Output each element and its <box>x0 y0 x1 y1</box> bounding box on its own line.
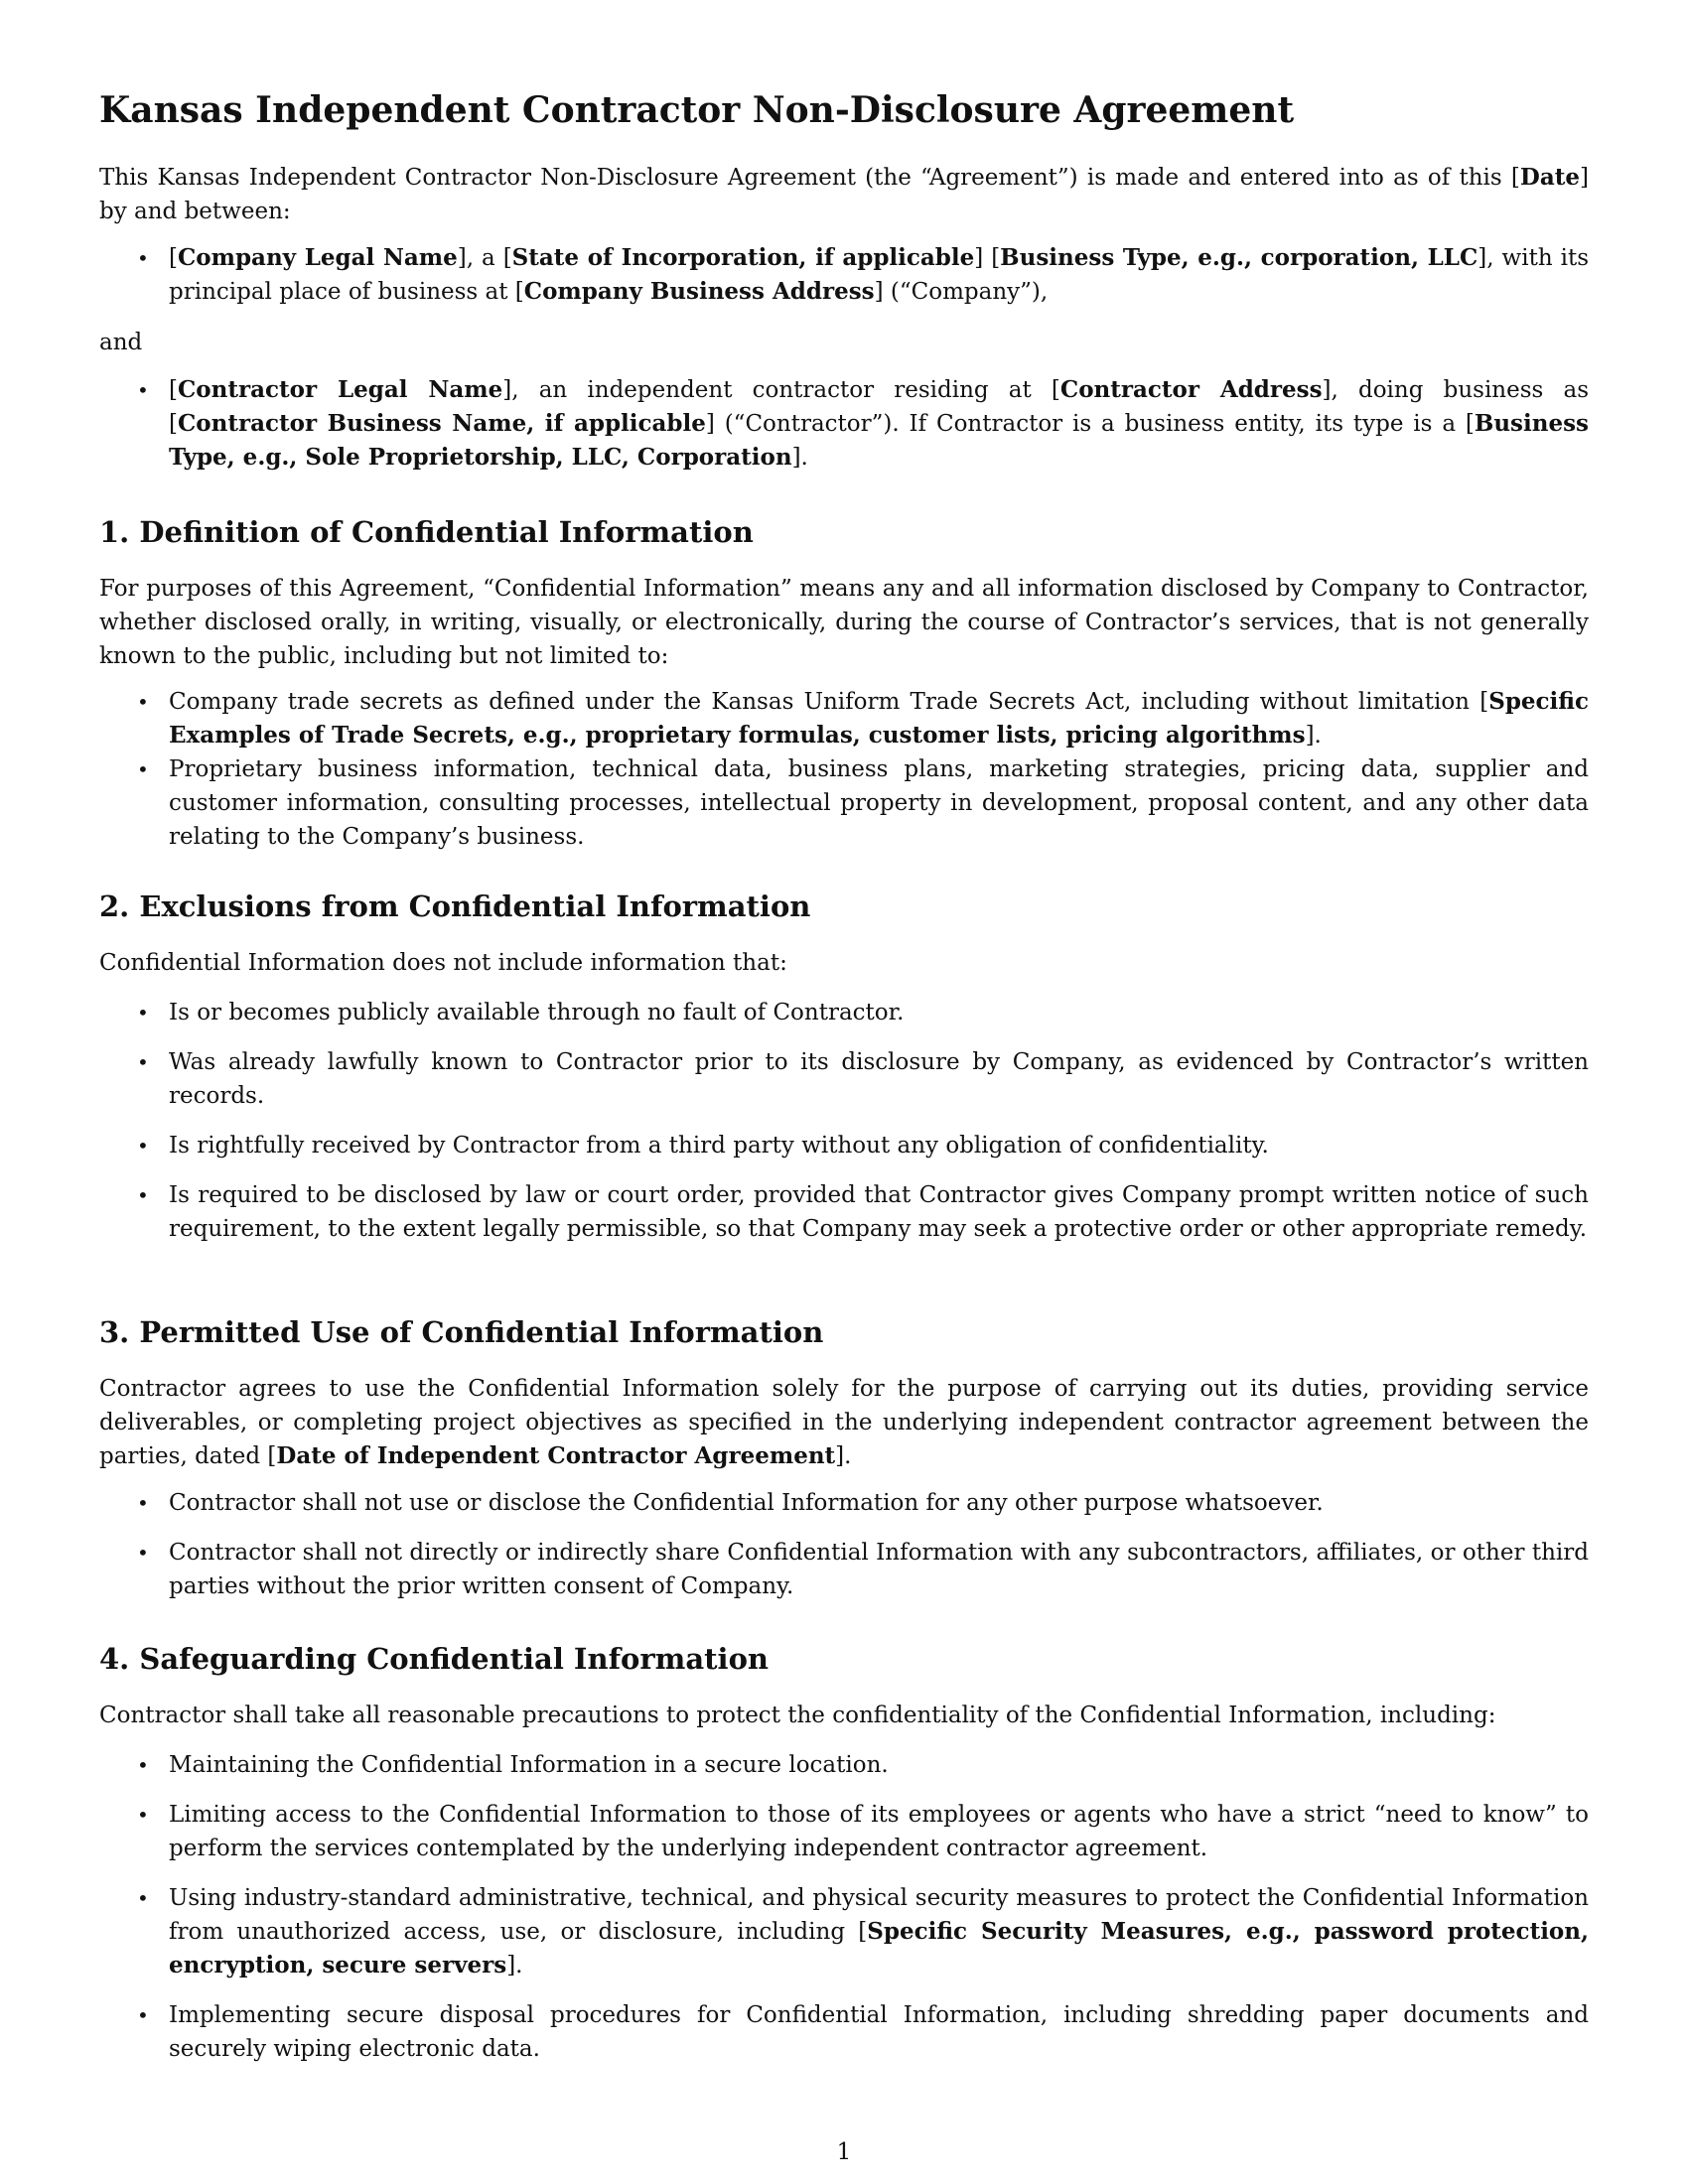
section-list <box>99 1748 1589 2066</box>
section-list <box>99 1486 1589 1603</box>
page-number: 1 <box>836 2139 852 2165</box>
list-item: • [Company Legal Name], a [State of Incorporation, if applicable] [Business Type, e.g., corporation, LLC], with its principal place of business at [Company Business Address] (“Company”), <box>99 241 1589 309</box>
section-heading: 4. Safeguarding Confidential Information <box>99 1642 769 1676</box>
section-paragraph: For purposes of this Agreement, “Confidential Information” means any and all information disclosed by Company to Contractor, whether disclosed orally, in writing, visually, or electronically, during the course of Contractor’s services, that is not generally known to the public, including but not limited to: <box>99 576 1589 669</box>
list-item: • Contractor shall not use or disclose the Confidential Information for any other purpose whatsoever. <box>99 1486 1589 1520</box>
party-company-list <box>99 241 1589 309</box>
section-heading: 2. Exclusions from Confidential Information <box>99 889 811 923</box>
section-paragraph: Contractor agrees to use the Confidential Information solely for the purpose of carrying out its duties, providing service deliverables, or completing project objectives as specified in the underlying independent contractor agreement between the parties, dated [Date of Independent Contractor Agreement]. <box>99 1376 1589 1469</box>
and-text: and <box>99 330 143 355</box>
list-item: • Maintaining the Confidential Information in a secure location. <box>99 1748 1589 1782</box>
list-item: • Is rightfully received by Contractor from a third party without any obligation of confidentiality. <box>99 1129 1589 1162</box>
section-list <box>99 685 1589 854</box>
section-paragraph: Confidential Information does not include information that: <box>99 950 787 976</box>
list-item: • Limiting access to the Confidential Information to those of its employees or agents who have a strict “need to know” to perform the services contemplated by the underlying independent contractor agreement. <box>99 1798 1589 1865</box>
section-heading: 1. Definition of Confidential Information <box>99 515 754 549</box>
list-item: • Contractor shall not directly or indirectly share Confidential Information with any subcontractors, affiliates, or other third parties without the prior written consent of Company. <box>99 1536 1589 1603</box>
list-item: • Implementing secure disposal procedures for Confidential Information, including shredding paper documents and securely wiping electronic data. <box>99 1998 1589 2066</box>
list-item: • [Contractor Legal Name], an independent contractor residing at [Contractor Address], doing business as [Contractor Business Name, if applicable] (“Contractor”). If Contractor is a business entity, its type is a [Business Type, e.g., Sole Proprietorship, LLC, Corporation]. <box>99 373 1589 475</box>
list-item: • Is or becomes publicly available through no fault of Contractor. <box>99 996 1589 1029</box>
list-item: • Company trade secrets as defined under the Kansas Uniform Trade Secrets Act, including without limitation [Specific Examples of Trade Secrets, e.g., proprietary formulas, customer lists, pricing algorithms]. <box>99 685 1589 752</box>
section-heading: 3. Permitted Use of Confidential Information <box>99 1315 824 1349</box>
document-title: Kansas Independent Contractor Non-Disclosure Agreement <box>99 89 1295 131</box>
section-list <box>99 996 1589 1246</box>
list-item: • Was already lawfully known to Contractor prior to its disclosure by Company, as evidenced by Contractor’s written records. <box>99 1045 1589 1113</box>
list-item: • Using industry-standard administrative, technical, and physical security measures to protect the Confidential Information from unauthorized access, use, or disclosure, including [Specific Security Measures, e.g., password protection, encryption, secure servers]. <box>99 1881 1589 1982</box>
intro-paragraph: This Kansas Independent Contractor Non-Disclosure Agreement (the “Agreement”) is made and entered into as of this [Date] by and between: <box>99 164 1589 224</box>
list-item: • Proprietary business information, technical data, business plans, marketing strategies, pricing data, supplier and customer information, consulting processes, intellectual property in development, proposal content, and any other data relating to the Company’s business. <box>99 752 1589 854</box>
section-paragraph: Contractor shall take all reasonable precautions to protect the confidentiality of the Confidential Information, including: <box>99 1703 1496 1728</box>
party-contractor-list <box>99 373 1589 475</box>
list-item: • Is required to be disclosed by law or court order, provided that Contractor gives Company prompt written notice of such requirement, to the extent legally permissible, so that Company may seek a protective order or other appropriate remedy. <box>99 1178 1589 1246</box>
